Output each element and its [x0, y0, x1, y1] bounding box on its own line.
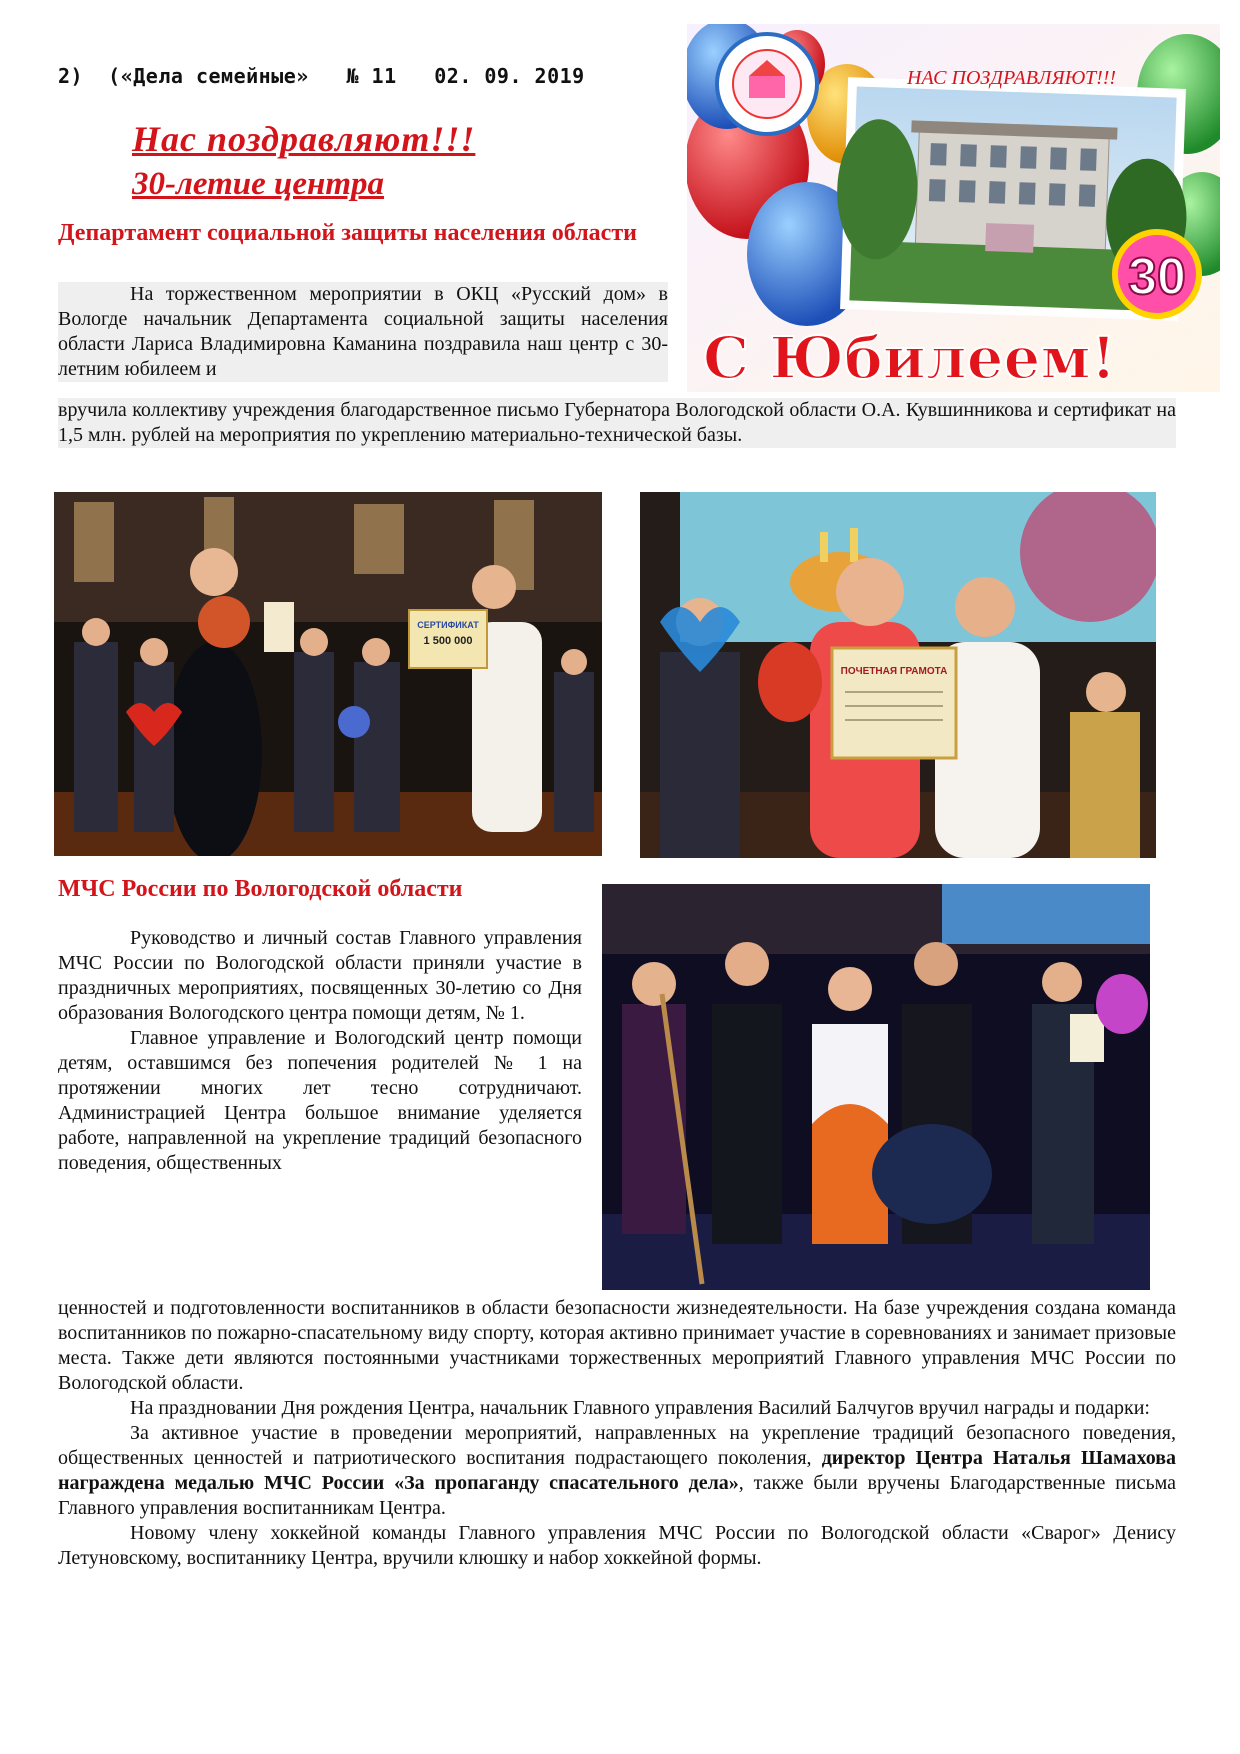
- paragraph-text: На праздновании Дня рождения Центра, начальник Главного управления Василий Балчугов вручил награды и подарки:: [130, 1397, 1150, 1419]
- issue-header: 2) («Дела семейные» № 11 02. 09. 2019: [58, 64, 585, 88]
- paragraph-text: Руководство и личный состав Главного управления МЧС России по Вологодской области приняли участие в праздничных мероприятиях, посвященных 30-летию со Дня образования Вологодского центра помощи детям, № 1.: [58, 927, 582, 1024]
- award-text-end: , также были вручены Благодарственные письма Главного управления воспитанникам Центра.: [58, 1472, 1176, 1519]
- paragraph-text: Новому члену хоккейной команды Главного управления МЧС России по Вологодской области «Сварог» Денису Летуновскому, воспитаннику Центра, вручили клюшку и набор хоккейной формы.: [58, 1522, 1176, 1569]
- section-heading-mchs: МЧС России по Вологодской области: [58, 876, 463, 902]
- article-paragraph: [58, 282, 668, 382]
- jubilee-banner: [687, 24, 1220, 392]
- paragraph-award: [58, 1421, 1176, 1521]
- article-paragraph-continued: вручила коллективу учреждения благодарственное письмо Губернатора Вологодской области О.А. Кувшинникова и сертификат на 1,5 млн. рублей на мероприятия по укреплению материально-технической базы.: [58, 399, 1176, 446]
- certificate-sign-label: СЕРТИФИКАТ: [417, 620, 479, 630]
- award-text-bold: директор Центра Наталья Шамахова награждена медалью МЧС России «За пропаганду спасательного дела»: [58, 1447, 1177, 1494]
- award-text-start: За активное участие в проведении мероприятий, направленных на укрепление традиций безопасного поведения, общественных ценностей и патриотического воспитания подрастающего поколения,: [58, 1422, 1176, 1469]
- section-heading-department: Департамент социальной защиты населения области: [58, 220, 637, 246]
- paragraph-text: Главное управление и Вологодский центр помощи детям, оставшимся без попечения родителей № 1 на протяжении многих лет тесно сотрудничают. Администрацией Центра большое внимание уделяется работе, направленной на укрепление традиций безопасного поведения, общественных: [58, 1027, 582, 1174]
- diploma-label: ПОЧЕТНАЯ ГРАМОТА: [840, 666, 948, 677]
- mchs-paragraphs-full-width: [58, 1296, 1176, 1571]
- banner-caption: НАС ПОЗДРАВЛЯЮТ!!!: [907, 67, 1117, 89]
- badge-number: 30: [1128, 248, 1186, 306]
- photo-diploma-award: [640, 492, 1156, 858]
- mchs-paragraphs: [58, 926, 582, 1176]
- photo-certificate-ceremony: [54, 492, 602, 856]
- photo-mchs-awards: [602, 884, 1150, 1290]
- paragraph-text: На торжественном мероприятии в ОКЦ «Русский дом» в Вологде начальник Департамента социальной защиты населения области Лариса Владимировна Каманина поздравила наш центр с 30-летним юбилеем и: [58, 283, 668, 380]
- paragraph-text: ценностей и подготовленности воспитанников в области безопасности жизнедеятельности. На базе учреждения создана команда воспитанников по пожарно-спасательному виду спорту, которая активно принимает участие в соревнованиях и занимает призовые места. Также дети являются постоянными участниками торжественных мероприятий Главного управления МЧС России по Вологодской области.: [58, 1297, 1176, 1394]
- page-subtitle: 30-летие центра: [132, 166, 385, 202]
- certificate-sign-amount: 1 500 000: [423, 635, 473, 647]
- jubilee-text: С Юбилеем!: [703, 324, 1117, 392]
- page-title: Нас поздравляют!!!: [132, 119, 476, 159]
